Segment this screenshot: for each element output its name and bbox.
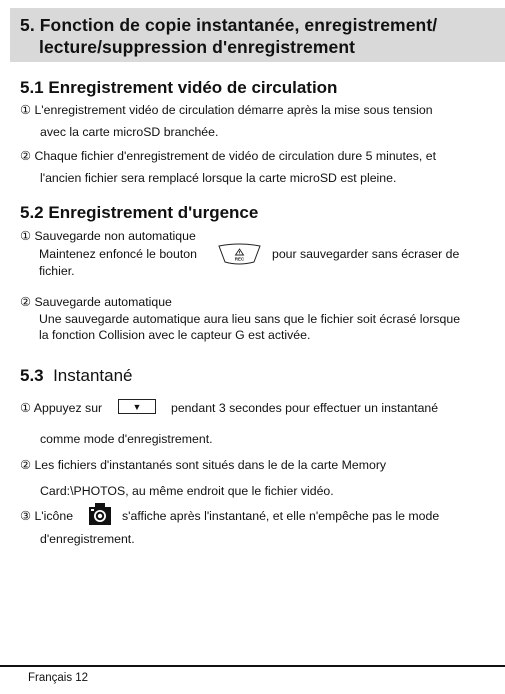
s53-item3-line1a: [20, 509, 73, 524]
s52-item1-line1: [20, 229, 196, 244]
s51-item1-num: ①: [20, 103, 32, 117]
heading-5-3-number: 5.3: [20, 366, 44, 385]
s53-item1-num: ①: [20, 401, 32, 415]
s53-item2-num: ②: [20, 458, 32, 472]
s52-item2-text1: Sauvegarde automatique: [34, 295, 172, 309]
rec-label: REC: [234, 256, 245, 262]
s53-item3-num: ③: [20, 509, 32, 523]
s53-item2-text1: Les fichiers d'instantanés sont situés dans le de la carte Memory: [34, 458, 387, 472]
page-number: Français 12: [28, 672, 89, 684]
page-title-line1: 5. Fonction de copie instantanée, enregistrement/: [20, 15, 438, 35]
s52-item2-line3: la fonction Collision avec le capteur G est activée.: [39, 328, 311, 342]
page-title: [20, 14, 500, 58]
s53-item3-line2: d'enregistrement.: [40, 532, 135, 546]
s53-item2-line1: [20, 458, 386, 473]
heading-5-3: [20, 366, 132, 386]
s53-item1-text1b: pendant 3 secondes pour effectuer un instantané: [171, 401, 439, 415]
rec-button-icon: [217, 243, 262, 265]
s52-item1-line2a: Maintenez enfoncé le bouton: [39, 247, 197, 261]
heading-5-3-text: Instantané: [43, 366, 133, 385]
s51-item2-line1: [20, 149, 436, 164]
s52-item1-line3: fichier.: [39, 264, 75, 278]
down-arrow-icon: ▼: [132, 401, 142, 412]
s53-item1-line2: comme mode d'enregistrement.: [40, 432, 213, 446]
s51-item2-line2: l'ancien fichier sera remplacé lorsque la carte microSD est pleine.: [40, 171, 397, 185]
s52-item1-num: ①: [20, 229, 32, 243]
s52-item1-text1: Sauvegarde non automatique: [34, 229, 196, 243]
s52-item2-line2: Une sauvegarde automatique aura lieu sans que le fichier soit écrasé lorsque: [39, 312, 461, 326]
s53-item1-line1a: [20, 401, 102, 416]
s53-item1-text1a: Appuyez sur: [33, 401, 103, 415]
heading-5-2: 5.2 Enregistrement d'urgence: [20, 203, 259, 222]
down-button-icon: [118, 399, 156, 414]
s51-item1-line2: avec la carte microSD branchée.: [40, 125, 219, 139]
camera-icon: [88, 502, 112, 526]
s53-item3-text1a: L'icône: [34, 509, 74, 523]
s52-item2-line1: [20, 295, 172, 310]
s52-item1-line2b: pour sauvegarder sans écraser de: [272, 247, 460, 261]
page-title-line2: lecture/suppression d'enregistrement: [39, 37, 356, 57]
s51-item2-num: ②: [20, 149, 32, 163]
s53-item2-line2: Card:\PHOTOS, au même endroit que le fichier vidéo.: [40, 484, 334, 498]
s53-item3-text1b: s'affiche après l'instantané, et elle n'empêche pas le mode: [122, 509, 440, 523]
s52-item2-num: ②: [20, 295, 32, 309]
heading-5-1: 5.1 Enregistrement vidéo de circulation: [20, 78, 338, 97]
s51-item1-text1: L'enregistrement vidéo de circulation démarre après la mise sous tension: [34, 103, 433, 117]
footer-divider: [0, 665, 505, 667]
s51-item1-line1: [20, 103, 433, 118]
s51-item2-text1: Chaque fichier d'enregistrement de vidéo de circulation dure 5 minutes, et: [34, 149, 436, 163]
